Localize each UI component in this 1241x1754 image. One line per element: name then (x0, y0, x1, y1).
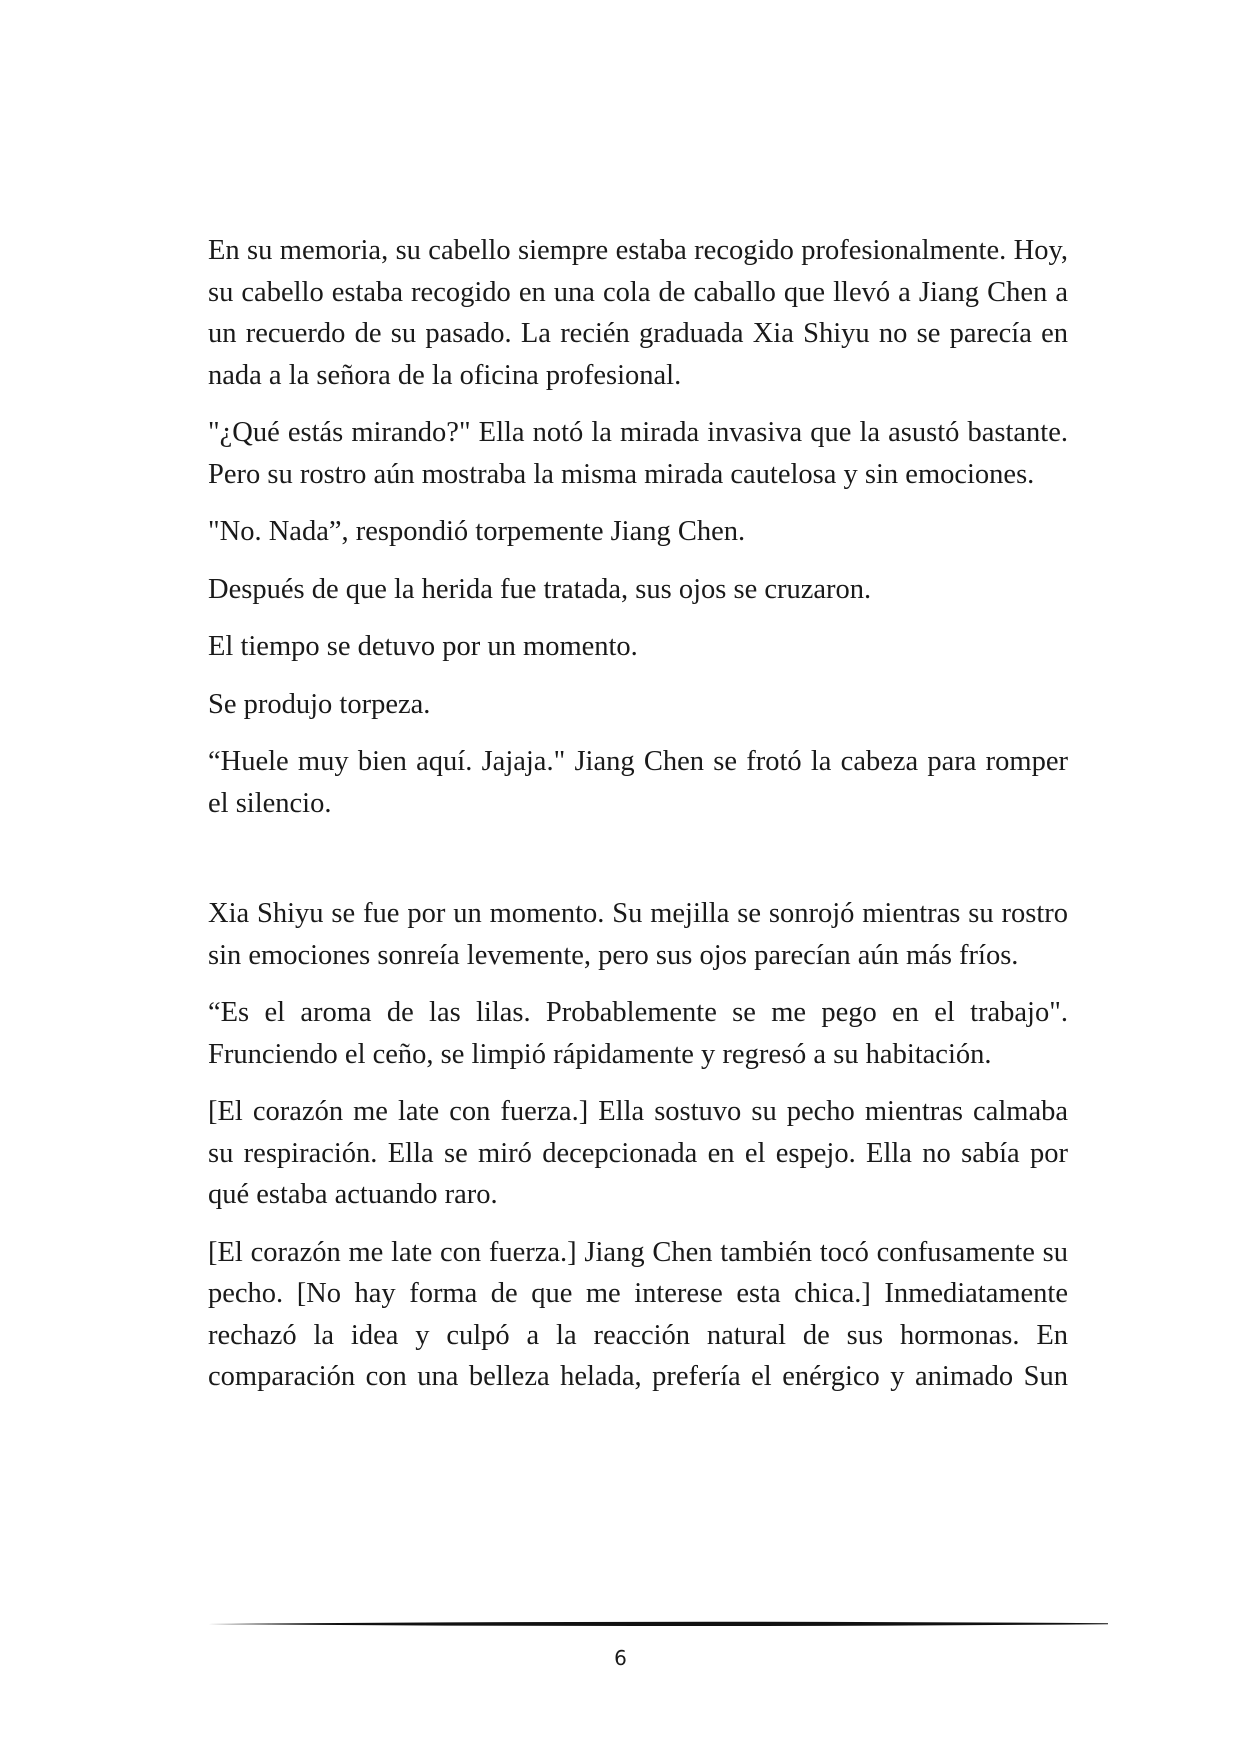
section-break (208, 840, 1068, 893)
paragraph: “Es el aroma de las lilas. Probablemente se me pego en el trabajo". Frunciendo el ceño, se limpió rápidamente y regresó a su habitación. (208, 997, 1068, 1070)
page-number: 6 (614, 1646, 627, 1670)
paragraph: "¿Qué estás mirando?" Ella notó la mirada invasiva que la asustó bastante. Pero su rostro aún mostraba la misma mirada cautelosa y sin emociones. (208, 417, 1068, 490)
paragraph: En su memoria, su cabello siempre estaba recogido profesionalmente. Hoy, su cabello estaba recogido en una cola de caballo que llevó a Jiang Chen a un recuerdo de su pasado. La recién graduada Xia Shiyu no se parecía en nada a la señora de la oficina profesional. (208, 235, 1068, 391)
paragraph: Después de que la herida fue tratada, sus ojos se cruzaron. (208, 573, 872, 605)
paragraph: [El corazón me late con fuerza.] Ella sostuvo su pecho mientras calmaba su respiración. Ella se miró decepcionada en el espejo. Ella no sabía por qué estaba actuando raro. (208, 1096, 1068, 1210)
paragraph: “Huele muy bien aquí. Jajaja." Jiang Chen se frotó la cabeza para romper el silencio. (208, 746, 1068, 819)
paragraph: "No. Nada”, respondió torpemente Jiang Chen. (208, 516, 746, 547)
paragraph: Se produjo torpeza. (208, 688, 431, 720)
body-text (208, 230, 1068, 1398)
paragraph: Xia Shiyu se fue por un momento. Su mejilla se sonrojó mientras su rostro sin emociones sonreía levemente, pero sus ojos parecían aún más fríos. (208, 898, 1068, 971)
paragraph: El tiempo se detuvo por un momento. (208, 631, 638, 662)
footer-divider (208, 1620, 1108, 1628)
paragraph: [El corazón me late con fuerza.] Jiang Chen también tocó confusamente su pecho. [No hay forma de que me interese esta chica.] Inmediatamente rechazó la idea y culpó a la reacción natural de sus hormonas. En comparación con una belleza helada, prefería el enérgico y animado Sun (208, 1236, 1068, 1392)
